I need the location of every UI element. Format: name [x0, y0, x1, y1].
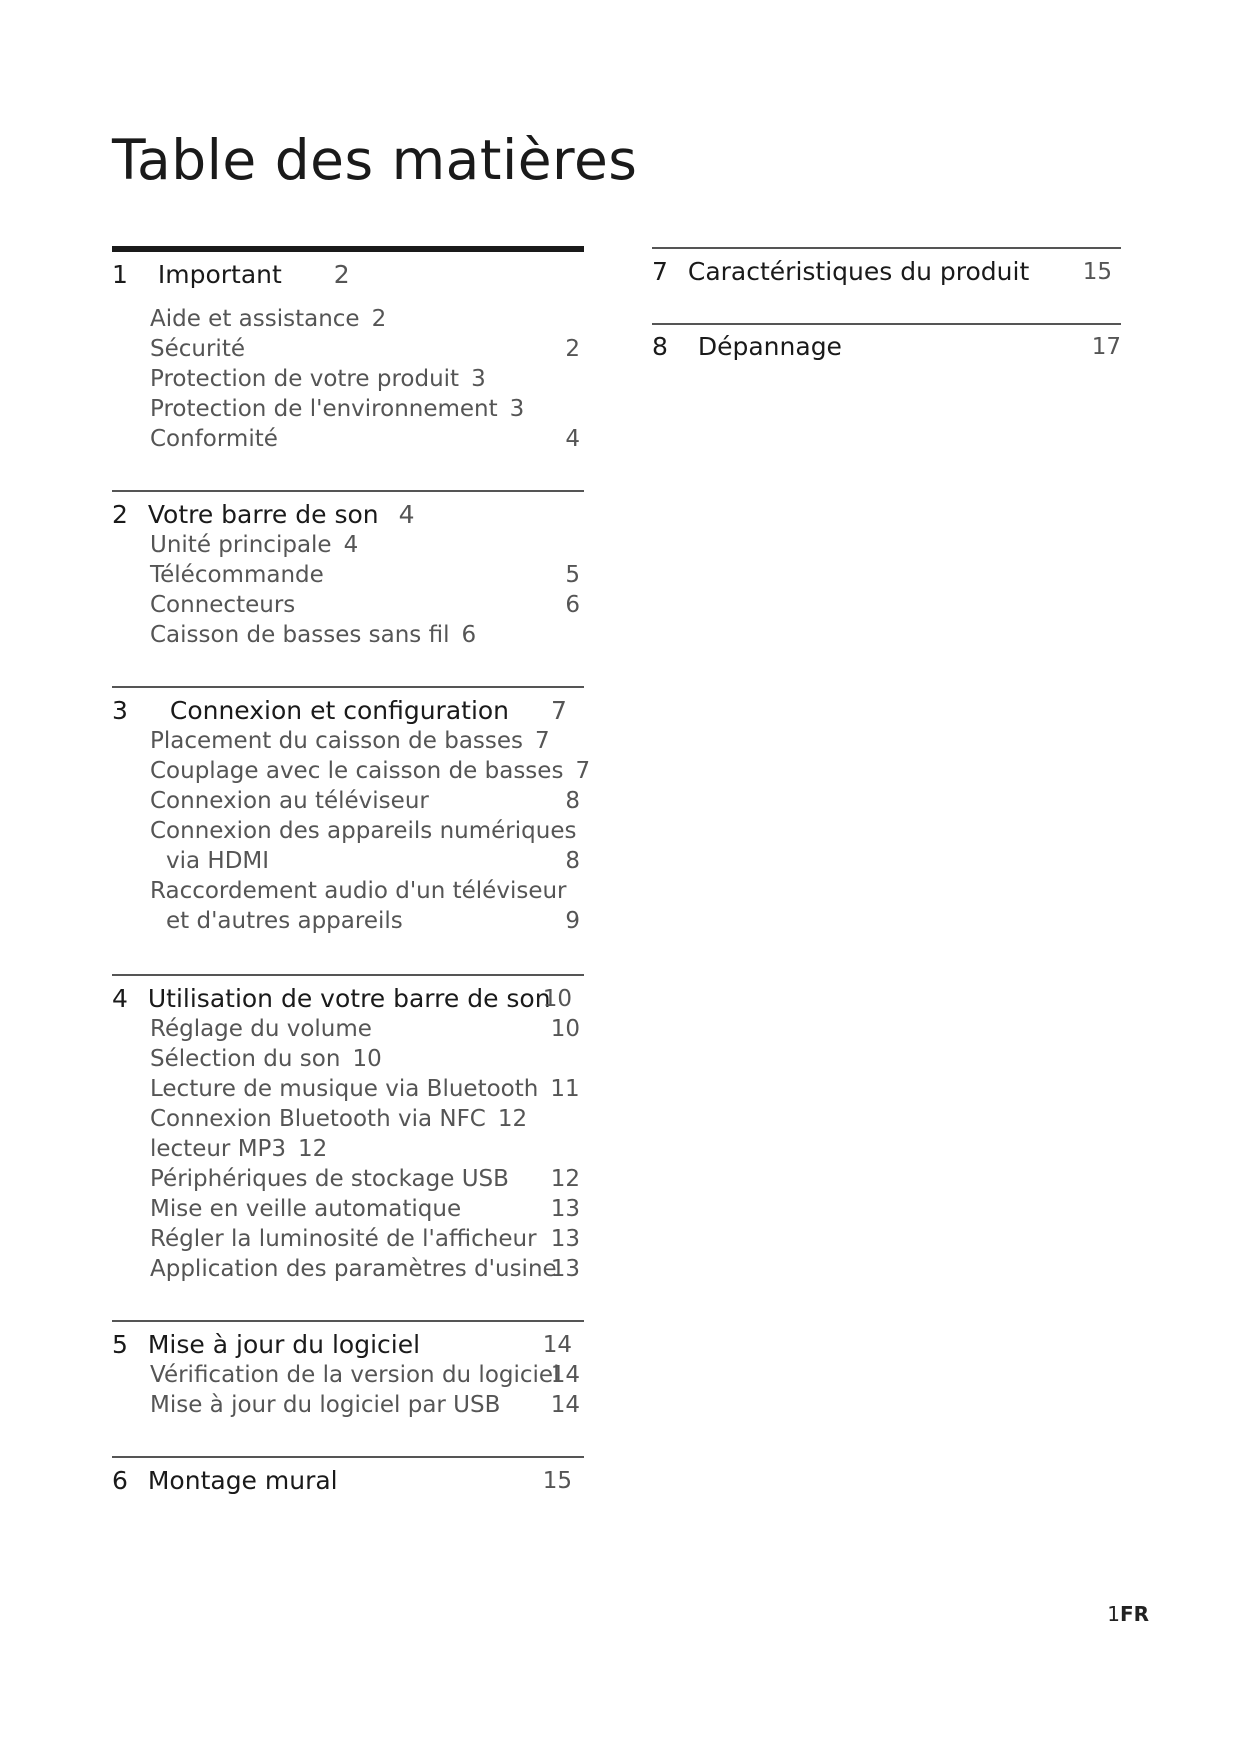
item-page: 7 — [575, 758, 591, 784]
page-title: Table des matières — [112, 128, 638, 192]
item-page: 7 — [535, 728, 550, 754]
section-divider — [112, 974, 584, 976]
item-label-continued: via HDMI — [166, 848, 270, 874]
section-number: 4 — [112, 984, 128, 1013]
item-label: Réglage du volume — [150, 1016, 372, 1042]
section-page: 4 — [398, 500, 415, 529]
item-label: Protection de votre produit — [150, 366, 460, 392]
toc-item[interactable] — [150, 304, 386, 334]
section-divider — [112, 1456, 584, 1458]
item-label: Conformité — [150, 426, 278, 452]
item-label: Connexion Bluetooth via NFC — [150, 1106, 486, 1132]
item-label: Connecteurs — [150, 592, 296, 618]
toc-item[interactable] — [150, 424, 278, 454]
section-title: Utilisation de votre barre de son — [147, 984, 551, 1013]
toc-section-1[interactable] — [112, 260, 350, 290]
toc-item[interactable] — [150, 394, 524, 424]
toc-item[interactable] — [150, 876, 567, 906]
toc-item[interactable] — [150, 1164, 509, 1194]
section-title: Montage mural — [147, 1466, 338, 1495]
item-page: 8 — [565, 848, 580, 874]
item-page: 4 — [343, 532, 359, 558]
item-label: Mise à jour du logiciel par USB — [150, 1392, 501, 1418]
section-title: Votre barre de son — [147, 500, 379, 529]
section-divider — [652, 247, 1121, 249]
section-number: 2 — [112, 500, 128, 529]
item-label: Couplage avec le caisson de basses — [150, 758, 564, 784]
toc-section-8[interactable] — [652, 332, 842, 362]
item-page: 11 — [550, 1076, 580, 1102]
item-page: 14 — [550, 1392, 580, 1418]
item-label: Protection de l'environnement — [150, 396, 498, 422]
item-label: Périphériques de stockage USB — [150, 1166, 509, 1192]
item-page: 13 — [550, 1196, 580, 1222]
toc-section-2[interactable] — [112, 500, 414, 530]
item-label-continued: et d'autres appareils — [166, 908, 403, 934]
item-page: 6 — [461, 622, 477, 648]
section-title: Dépannage — [697, 332, 842, 361]
item-page: 10 — [550, 1016, 580, 1042]
toc-item[interactable] — [150, 364, 486, 394]
toc-item[interactable] — [150, 756, 590, 786]
toc-item[interactable] — [150, 1104, 527, 1134]
toc-item[interactable] — [150, 1194, 461, 1224]
section-number: 6 — [112, 1466, 128, 1495]
toc-item[interactable] — [150, 786, 429, 816]
item-page: 12 — [550, 1166, 580, 1192]
toc-item[interactable] — [150, 530, 358, 560]
toc-item[interactable] — [150, 334, 245, 364]
toc-item-continuation[interactable] — [166, 906, 403, 936]
item-label: Connexion des appareils numériques — [150, 818, 577, 844]
item-page: 6 — [565, 592, 580, 618]
item-page: 12 — [298, 1136, 328, 1162]
item-page: 12 — [497, 1106, 528, 1132]
toc-item[interactable] — [150, 560, 324, 590]
item-label: Connexion au téléviseur — [150, 788, 429, 814]
toc-item[interactable] — [150, 1360, 559, 1390]
toc-item[interactable] — [150, 816, 576, 846]
item-label: Application des paramètres d'usine — [150, 1256, 557, 1282]
item-page: 13 — [550, 1256, 580, 1282]
section-divider — [112, 686, 584, 688]
item-label: Mise en veille automatique — [150, 1196, 462, 1222]
toc-item[interactable] — [150, 590, 295, 620]
item-page: 2 — [371, 306, 387, 332]
item-page: 10 — [352, 1046, 382, 1072]
page-number-value: 1 — [1107, 1602, 1120, 1626]
section-page: 17 — [1091, 334, 1121, 360]
section-page: 15 — [542, 1468, 572, 1494]
section-divider — [112, 1320, 584, 1322]
item-label: Régler la luminosité de l'afficheur — [150, 1226, 537, 1252]
section-number: 3 — [112, 696, 128, 725]
section-number: 5 — [112, 1330, 128, 1359]
item-label: Télécommande — [150, 562, 324, 588]
section-page: 7 — [551, 696, 567, 725]
toc-item[interactable] — [150, 1134, 327, 1164]
item-page: 3 — [509, 396, 525, 422]
section-title: Mise à jour du logiciel — [147, 1330, 421, 1359]
item-page: 9 — [565, 908, 580, 934]
toc-item[interactable] — [150, 1254, 557, 1284]
toc-section-5[interactable] — [112, 1330, 420, 1360]
section-page: 14 — [542, 1332, 572, 1358]
item-page: 2 — [565, 336, 580, 362]
toc-section-7[interactable] — [652, 257, 1029, 287]
top-divider — [112, 246, 584, 252]
item-page: 5 — [565, 562, 580, 588]
item-label: Vérification de la version du logiciel — [150, 1362, 560, 1388]
item-page: 8 — [565, 788, 580, 814]
section-divider — [652, 323, 1121, 325]
item-label: Caisson de basses sans fil — [150, 622, 450, 648]
item-label: Sélection du son — [150, 1046, 341, 1072]
item-page: 14 — [550, 1362, 580, 1388]
item-page: 4 — [565, 426, 580, 452]
toc-item[interactable] — [150, 1390, 500, 1420]
item-page: 13 — [550, 1226, 580, 1252]
section-title: Connexion et configuration — [169, 696, 510, 725]
toc-section-3[interactable] — [112, 696, 567, 726]
section-title: Caractéristiques du produit — [687, 257, 1030, 286]
section-page: 15 — [1082, 259, 1112, 285]
item-label: Sécurité — [150, 336, 245, 362]
item-page: 3 — [471, 366, 486, 392]
toc-item-continuation[interactable] — [166, 846, 269, 876]
toc-item[interactable] — [150, 1224, 537, 1254]
section-number: 7 — [652, 257, 668, 286]
toc-item[interactable] — [150, 620, 476, 650]
item-label: Unité principale — [150, 532, 332, 558]
toc-item[interactable] — [150, 1074, 580, 1104]
section-number: 8 — [652, 332, 668, 361]
section-page: 10 — [542, 986, 572, 1012]
toc-section-4[interactable] — [112, 984, 551, 1014]
language-code: FR — [1119, 1602, 1149, 1626]
item-label: Lecture de musique via Bluetooth — [150, 1076, 539, 1102]
toc-section-6[interactable] — [112, 1466, 338, 1496]
toc-item[interactable] — [150, 1014, 372, 1044]
section-page: 2 — [333, 260, 350, 289]
toc-item[interactable] — [150, 726, 550, 756]
page-number — [1107, 1602, 1149, 1626]
item-label: Placement du caisson de basses — [150, 728, 524, 754]
section-title: Important — [157, 260, 282, 289]
toc-item[interactable] — [150, 1044, 382, 1074]
item-label: Raccordement audio d'un téléviseur — [150, 878, 567, 904]
item-label: Aide et assistance — [150, 306, 360, 332]
item-label: lecteur MP3 — [150, 1136, 287, 1162]
section-number: 1 — [112, 260, 128, 289]
section-divider — [112, 490, 584, 492]
